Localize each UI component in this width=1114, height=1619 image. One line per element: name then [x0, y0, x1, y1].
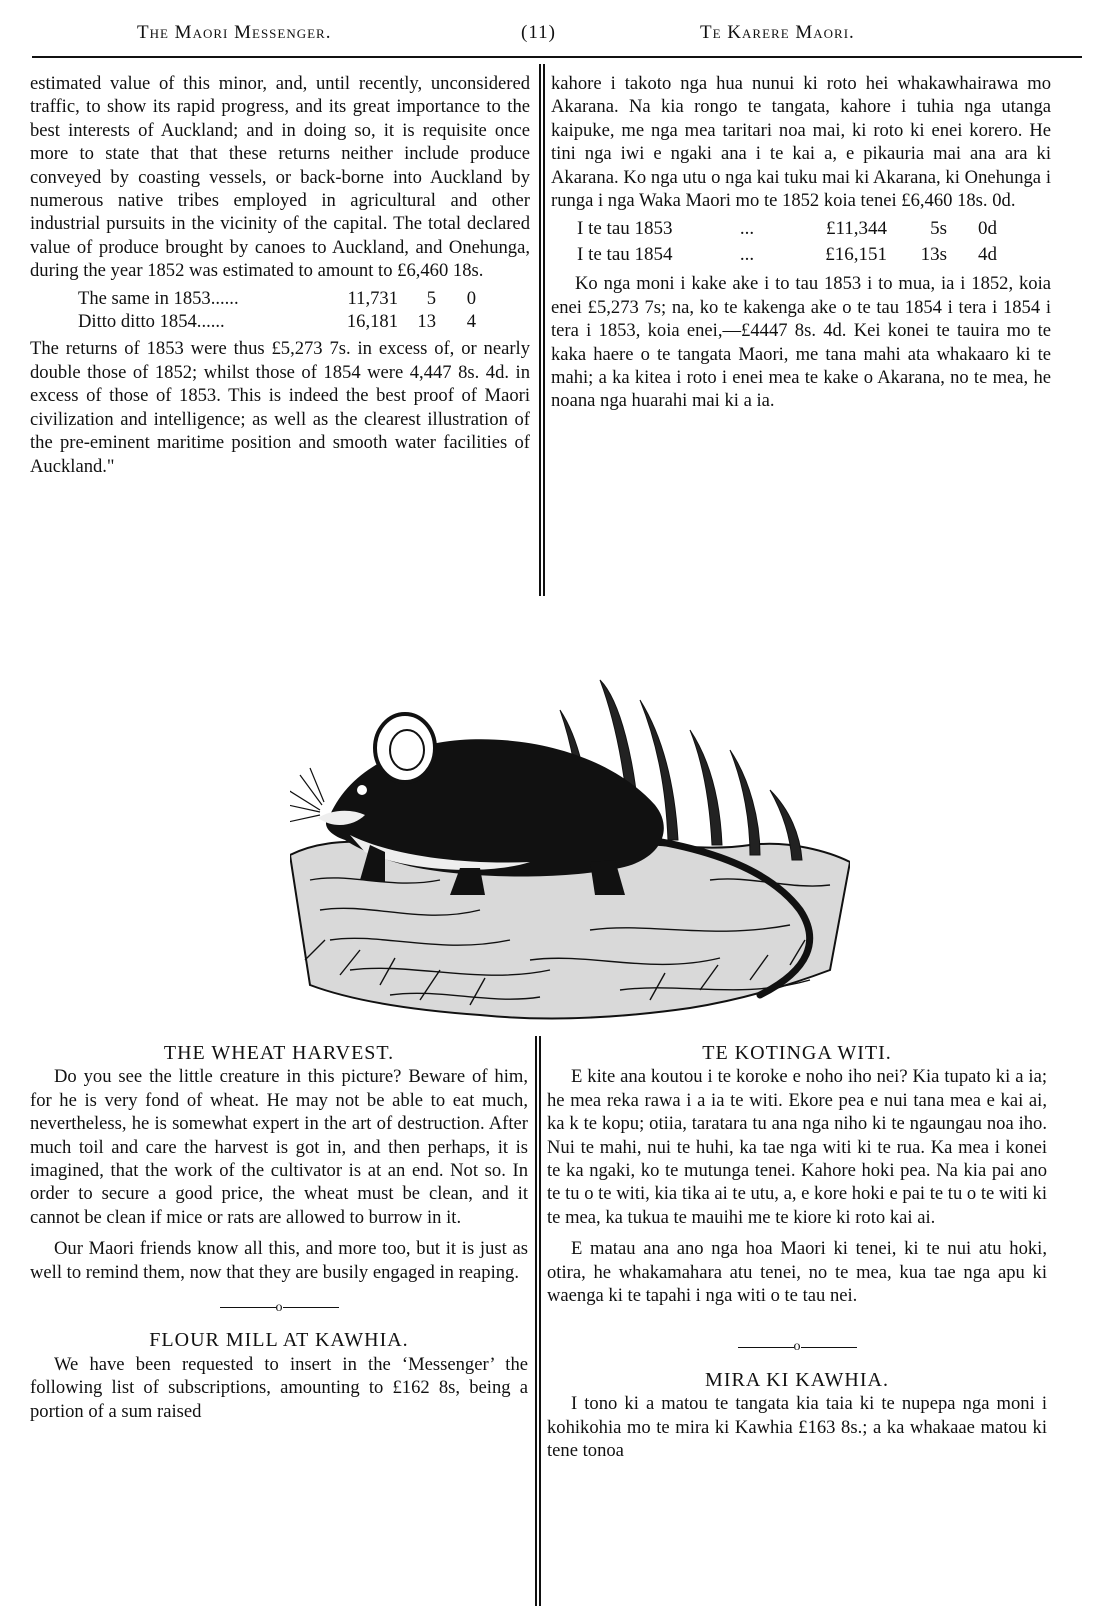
table-row [577, 242, 1051, 268]
section-separator [547, 1335, 1047, 1358]
bottom-right-column [547, 1042, 1047, 1463]
top-left-column [30, 72, 530, 478]
header-left-title: The Maori Messenger. [137, 22, 332, 43]
column-divider-bottom-double [539, 1036, 541, 1606]
top-right-paragraph-2: Ko nga moni i kake ake i to tau 1853 i to mua, ia i 1852, koia enei £5,273 7s; na, ko te kakenga ake o te tau 1854 i tera i 1854 i tera i 1853, koia enei,—£4447 8s. 4d. Kei konei te tauira mo te kaka haere o te tangata Maori, me tana mahi ata whakaaro ki te mahi; a ka kitea i roto i enei mea te kake o Akarana, no te mea, he noana nga huarahi mai ki a ia. [551, 273, 1051, 412]
row-dots: ... [739, 218, 755, 240]
table-row [577, 216, 1051, 242]
te-kotinga-witi-heading: TE KOTINGA WITI. [702, 1042, 892, 1064]
flour-mill-paragraph: We have been requested to insert in the ‘Messenger’ the following list of subscriptions, amounting to £162 8s, being a portion of a sum raised [30, 1353, 528, 1422]
row-pounds: £16,151 [825, 244, 887, 266]
header-right-title: Te Karere Maori. [700, 22, 855, 43]
row-pence: 0d [978, 218, 997, 240]
header-rule [32, 56, 1082, 58]
wheat-harvest-paragraph-1: Do you see the little creature in this picture? Beware of him, for he is very fond of wheat. He may not be able to eat much, nevertheless, he is somewhat expert in the art of destruction. After much toil and care the harvest is got in, and then perhaps, it is imagined, that the work of the cultivator is at an end. Not so. In order to secure a good price, the wheat must be clean, and it cannot be clean if mice or rats are allowed to burrow in it. [30, 1066, 528, 1228]
row-pounds: £11,344 [825, 218, 887, 240]
top-right-column [551, 72, 1051, 413]
maori-value-table [577, 216, 1051, 268]
mira-ki-kawhia-paragraph: I tono ki a matou te tangata kia taia ki te nupepa nga moni i kohikohia mo te mira ki Kawhia £163 8s.; a ka whakaae matou ki tene tonoa [547, 1393, 1047, 1462]
separator-mark: o [793, 1339, 801, 1355]
top-left-paragraph-1: estimated value of this minor, and, until recently, unconsidered traffic, to show its rapid progress, and its great importance to the best interests of Auckland; and in doing so, it is requisite once more to state that that these returns neither include produce conveyed by coasting vessels, or back-borne into Auckland by numerous native tribes employed in agricultural and other industrial pursuits in the vicinity of the capital. The total declared value of produce brought by canoes to Auckland, and Onehunga, during the year 1852 was estimated to amount to £6,460 18s. [30, 73, 530, 282]
row-dots: ... [739, 244, 755, 266]
section-separator [30, 1296, 528, 1319]
mouse-drawing [290, 640, 850, 1030]
top-left-paragraph-2: The returns of 1853 were thus £5,273 7s. in excess of, or nearly double those of 1852; whilst those of 1854 were 4,447 8s. 4d. in excess of those of 1853. This is indeed the best proof of Maori civilization and intelligence; as well as the clearest illustration of the pre-eminent maritime position and smooth water facilities of Auckland." [30, 338, 530, 477]
row-label: I te tau 1854 [577, 244, 673, 266]
row-pence: 4d [978, 244, 997, 266]
te-kotinga-witi-paragraph-2: E matau ana ano nga hoa Maori ki tenei, ki te nui atu hoki, otira, he whakamahara atu tenei, no te mea, kua tae nga apu ki waenga ki te tapahi i nga witi o te tau nei. [547, 1238, 1047, 1307]
flour-mill-heading: FLOUR MILL AT KAWHIA. [149, 1329, 409, 1352]
running-header [0, 22, 1114, 52]
wheat-harvest-heading: THE WHEAT HARVEST. [163, 1042, 395, 1064]
row-pence: 0 [466, 287, 476, 309]
row-label: Ditto ditto 1854...... [78, 311, 225, 333]
produce-value-table [78, 287, 530, 334]
column-divider-top-double [543, 64, 545, 596]
row-shillings: 5 [426, 287, 436, 309]
row-label: The same in 1853...... [78, 287, 239, 309]
row-shillings: 13 [417, 311, 436, 333]
column-divider-top [539, 64, 541, 596]
mira-ki-kawhia-heading: MIRA KI KAWHIA. [705, 1368, 889, 1391]
mouse-woodcut-illustration [290, 640, 850, 1030]
row-pounds: 16,181 [346, 311, 398, 333]
bottom-left-column [30, 1042, 528, 1423]
page-number: (11) [521, 22, 556, 43]
column-divider-bottom [535, 1036, 537, 1606]
table-row [78, 287, 530, 310]
separator-mark: o [275, 1300, 283, 1316]
row-shillings: 5s [930, 218, 947, 240]
table-row [78, 310, 530, 333]
row-shillings: 13s [920, 244, 947, 266]
wheat-harvest-paragraph-2: Our Maori friends know all this, and more too, but it is just as well to remind them, now that they are busily engaged in reaping. [30, 1238, 528, 1283]
top-right-paragraph-1: kahore i takoto nga hua nunui ki roto hei whakawhairawa mo Akarana. Na kia rongo te tangata, kahore i tuhia nga utanga kaipuke, me nga mea taritari noa mai, ki roto ki enei korero. He tini nga iwi e ngaki ana i te kai a, e pikauria mai ana ara ki Akarana. Ko nga utu o nga kai tuku mai ki Akarana, ki Onehunga i runga i nga Waka Maori mo te 1852 koia tenei £6,460 18s. 0d. [551, 73, 1051, 212]
row-pounds: 11,731 [347, 287, 398, 309]
row-label: I te tau 1853 [577, 218, 673, 240]
te-kotinga-witi-paragraph-1: E kite ana koutou i te koroke e noho iho nei? Kia tupato ki a ia; he mea reka rawa i a ia te witi. Ekore pea e nui tana mea e kai ai, ka k te kopu; otiia, taratara tu ana nga niho ki te ngaungau noa iho. Nui te mahi, nui te huhi, ka tae nga witi ki te rua. Ka mea i konei te ka ngaki, ko te mutunga tenei. Kahore hoki pea. Na kia pai ano te tu o te witi, kia tika ai te utu, a, e kore hoki e pai te tu o te witi ki te mea, ka tukua te mauihi me te kiore ki roto kai ai. [547, 1066, 1047, 1228]
row-pence: 4 [466, 311, 476, 333]
